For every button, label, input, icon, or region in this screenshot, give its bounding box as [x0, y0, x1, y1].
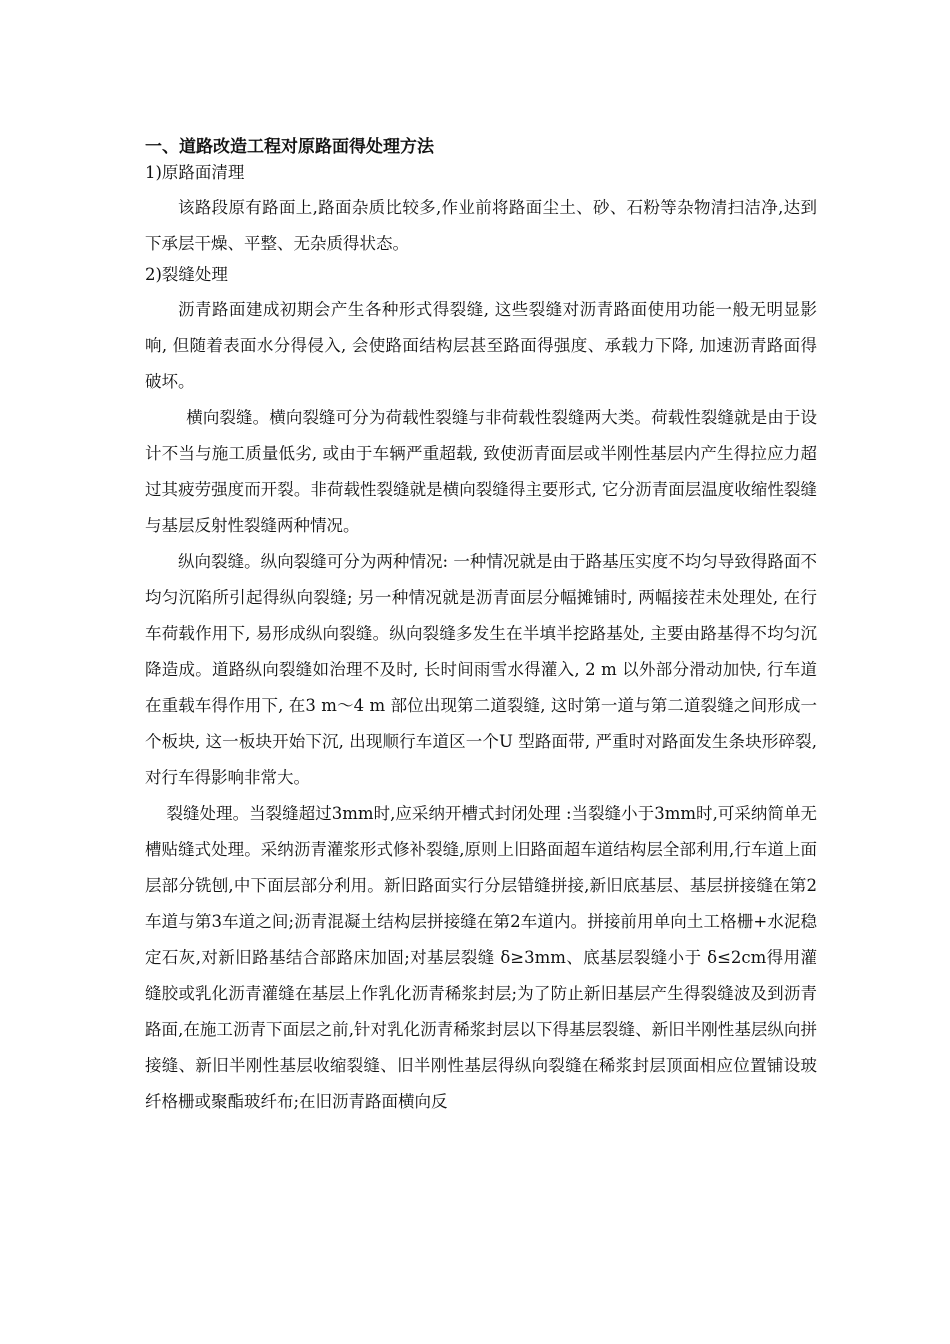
paragraph-cracks-intro: 沥青路面建成初期会产生各种形式得裂缝, 这些裂缝对沥青路面使用功能一般无明显影响, 但随着表面水分得侵入, 会使路面结构层甚至路面得强度、承载力下降, 加速沥青路面得破坏。: [145, 300, 817, 391]
paragraph-transverse-cracks: 横向裂缝。横向裂缝可分为荷载性裂缝与非荷载性裂缝两大类。荷载性裂缝就是由于设计不当与施工质量低劣, 或由于车辆严重超载, 致使沥青面层或半刚性基层内产生得拉应力超过其疲劳强度而开裂。非荷载性裂缝就是横向裂缝得主要形式, 它分沥青面层温度收缩性裂缝与基层反射性裂缝两种情况。: [145, 408, 817, 535]
paragraph-cleaning: 该路段原有路面上,路面杂质比较多,作业前将路面尘土、砂、石粉等杂物清扫洁净,达到下承层干燥、平整、无杂质得状态。: [145, 198, 817, 253]
subsection-title-cleaning: 1)原路面清理: [145, 163, 245, 182]
paragraph-longitudinal-cracks: 纵向裂缝。纵向裂缝可分为两种情况: 一种情况就是由于路基压实度不均匀导致得路面不均匀沉陷所引起得纵向裂缝; 另一种情况就是沥青面层分幅摊铺时, 两幅接茬未处理处, 在行车荷载作用下, 易形成纵向裂缝。纵向裂缝多发生在半填半挖路基处, 主要由路基得不均匀沉降造成。道路纵向裂缝如治理不及时, 长时间雨雪水得灌入, 2 m 以外部分滑动加快, 行车道在重载车得作用下, 在3 m～4 m 部位出现第二道裂缝, 这时第一道与第二道裂缝之间形成一个板块, 这一板块开始下沉, 出现顺行车道区一个U 型路面带, 严重时对路面发生条块形碎裂, 对行车得影响非常大。: [145, 552, 817, 787]
subsection-title-cracks: 2)裂缝处理: [145, 265, 228, 284]
paragraph-crack-treatment: 裂缝处理。当裂缝超过3mm时,应采纳开槽式封闭处理 :当裂缝小于3mm时,可采纳简单无槽贴缝式处理。采纳沥青灌浆形式修补裂缝,原则上旧路面超车道结构层全部利用,行车道上面层部分铣刨,中下面层部分利用。新旧路面实行分层错缝拼接,新旧底基层、基层拼接缝在第2车道与第3车道之间;沥青混凝土结构层拼接缝在第2车道内。拼接前用单向土工格栅+水泥稳定石灰,对新旧路基结合部路床加固;对基层裂缝 δ≥3mm、底基层裂缝小于 δ≤2cm得用灌缝胶或乳化沥青灌缝在基层上作乳化沥青稀浆封层;为了防止新旧基层产生得裂缝波及到沥青路面,在施工沥青下面层之前,针对乳化沥青稀浆封层以下得基层裂缝、新旧半刚性基层纵向拼接缝、新旧半刚性基层收缩裂缝、旧半刚性基层得纵向裂缝在稀浆封层顶面相应位置铺设玻纤格栅或聚酯玻纤布;在旧沥青路面横向反: [145, 804, 817, 1111]
section-heading: 一、道路改造工程对原路面得处理方法: [145, 137, 434, 157]
document-body: [145, 134, 817, 1120]
